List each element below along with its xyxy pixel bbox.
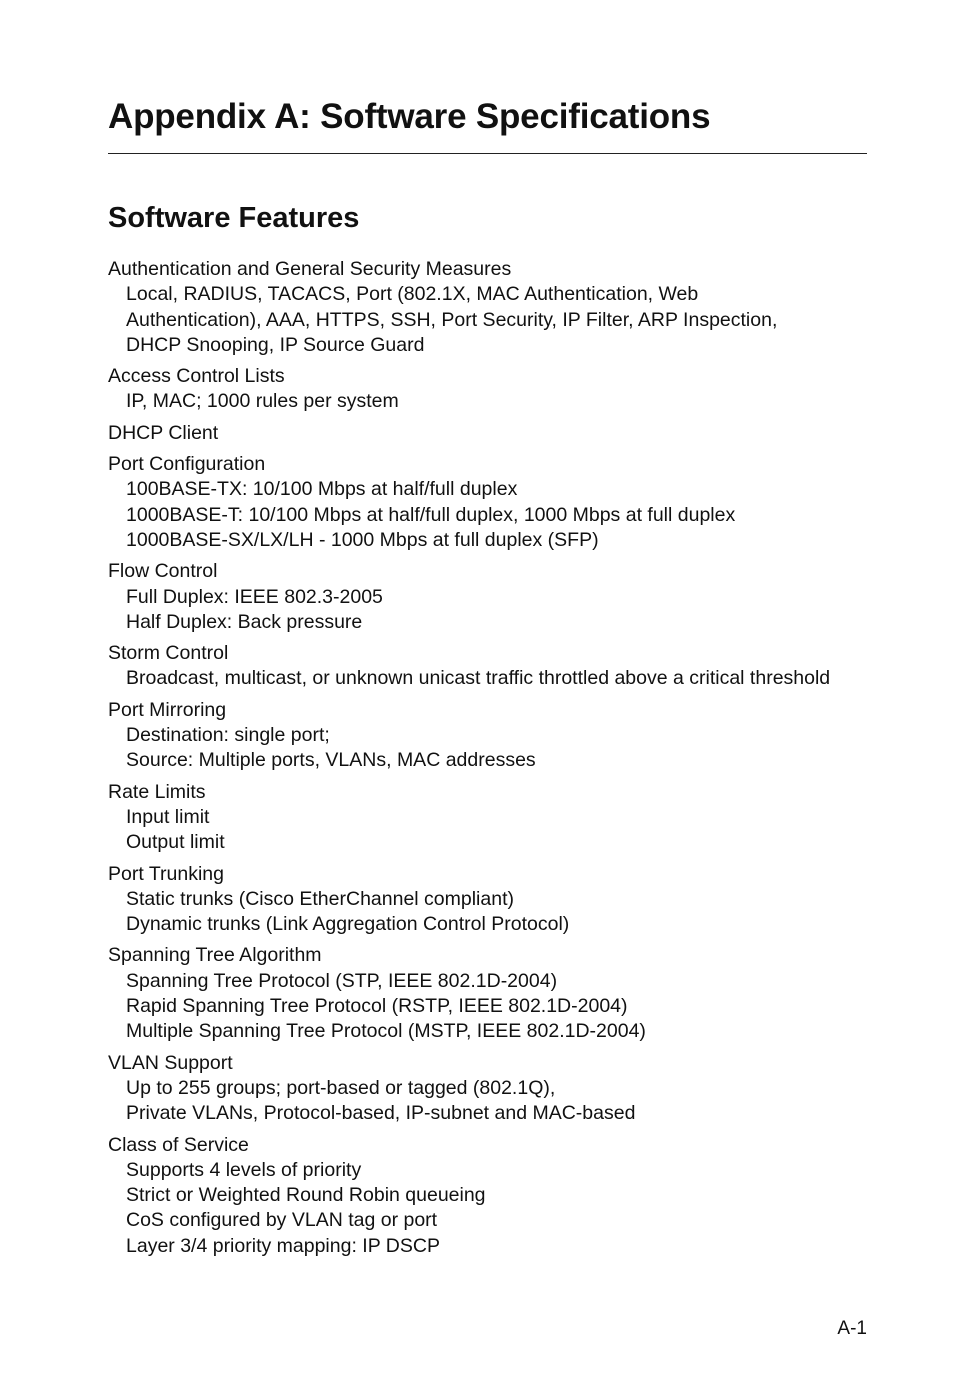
page-number: A-1 (837, 1318, 867, 1339)
feature-detail: Full Duplex: IEEE 802.3-2005 (126, 585, 383, 608)
feature-detail: 1000BASE-SX/LX/LH - 1000 Mbps at full duplex (SFP) (126, 528, 599, 551)
feature-detail: Supports 4 levels of priority (126, 1158, 362, 1181)
feature-detail: Dynamic trunks (Link Aggregation Control Protocol) (126, 913, 570, 936)
feature-item (108, 257, 878, 358)
feature-item (108, 1133, 878, 1259)
feature-item (108, 943, 878, 1044)
feature-detail: Strict or Weighted Round Robin queueing (126, 1184, 486, 1207)
feature-name: DHCP Client (108, 421, 219, 444)
feature-name: Authentication and General Security Measures (108, 258, 512, 280)
feature-item (108, 1051, 878, 1127)
feature-detail: Up to 255 groups; port-based or tagged (802.1Q), (126, 1076, 556, 1099)
title-divider (108, 153, 867, 154)
feature-item (108, 559, 878, 635)
feature-item (108, 452, 878, 553)
feature-detail: Rapid Spanning Tree Protocol (RSTP, IEEE 802.1D-2004) (126, 995, 628, 1018)
section-title: Software Features (108, 202, 360, 234)
feature-name: Storm Control (108, 642, 229, 665)
feature-detail: Source: Multiple ports, VLANs, MAC addresses (126, 749, 536, 772)
feature-detail: Destination: single port; (126, 724, 330, 747)
feature-detail: DHCP Snooping, IP Source Guard (126, 333, 425, 356)
feature-name: Spanning Tree Algorithm (108, 944, 322, 967)
feature-name: Port Configuration (108, 453, 266, 476)
feature-detail: Layer 3/4 priority mapping: IP DSCP (126, 1234, 440, 1257)
feature-item (108, 698, 878, 774)
feature-name: Rate Limits (108, 780, 206, 803)
feature-name: Flow Control (108, 560, 218, 583)
feature-item (108, 862, 878, 938)
feature-item (108, 641, 878, 692)
feature-detail: Local, RADIUS, TACACS, Port (802.1X, MAC Authentication, Web (126, 283, 699, 306)
feature-list (108, 257, 878, 1265)
feature-detail: Static trunks (Cisco EtherChannel compliant) (126, 887, 514, 910)
feature-detail: Half Duplex: Back pressure (126, 610, 363, 633)
feature-detail: Multiple Spanning Tree Protocol (MSTP, IEEE 802.1D-2004) (126, 1020, 646, 1043)
feature-item (108, 364, 878, 415)
feature-detail: Broadcast, multicast, or unknown unicast traffic throttled above a critical threshold (126, 667, 831, 690)
feature-item (108, 421, 878, 446)
feature-detail: CoS configured by VLAN tag or port (126, 1209, 438, 1232)
feature-detail: Private VLANs, Protocol-based, IP-subnet and MAC-based (126, 1102, 636, 1125)
feature-detail: Input limit (126, 805, 210, 828)
feature-detail: Spanning Tree Protocol (STP, IEEE 802.1D-2004) (126, 969, 558, 992)
feature-detail: 100BASE-TX: 10/100 Mbps at half/full duplex (126, 478, 518, 501)
feature-detail: Authentication), AAA, HTTPS, SSH, Port Security, IP Filter, ARP Inspection, (126, 308, 778, 331)
chapter-title: Appendix A: Software Specifications (108, 97, 711, 136)
feature-name: VLAN Support (108, 1051, 233, 1074)
feature-detail: Output limit (126, 831, 225, 854)
feature-name: Port Mirroring (108, 698, 227, 721)
feature-item (108, 780, 878, 856)
feature-detail: 1000BASE-T: 10/100 Mbps at half/full duplex, 1000 Mbps at full duplex (126, 503, 736, 526)
feature-name: Access Control Lists (108, 365, 285, 388)
feature-name: Class of Service (108, 1133, 249, 1156)
feature-name: Port Trunking (108, 862, 224, 885)
feature-detail: IP, MAC; 1000 rules per system (126, 390, 399, 413)
